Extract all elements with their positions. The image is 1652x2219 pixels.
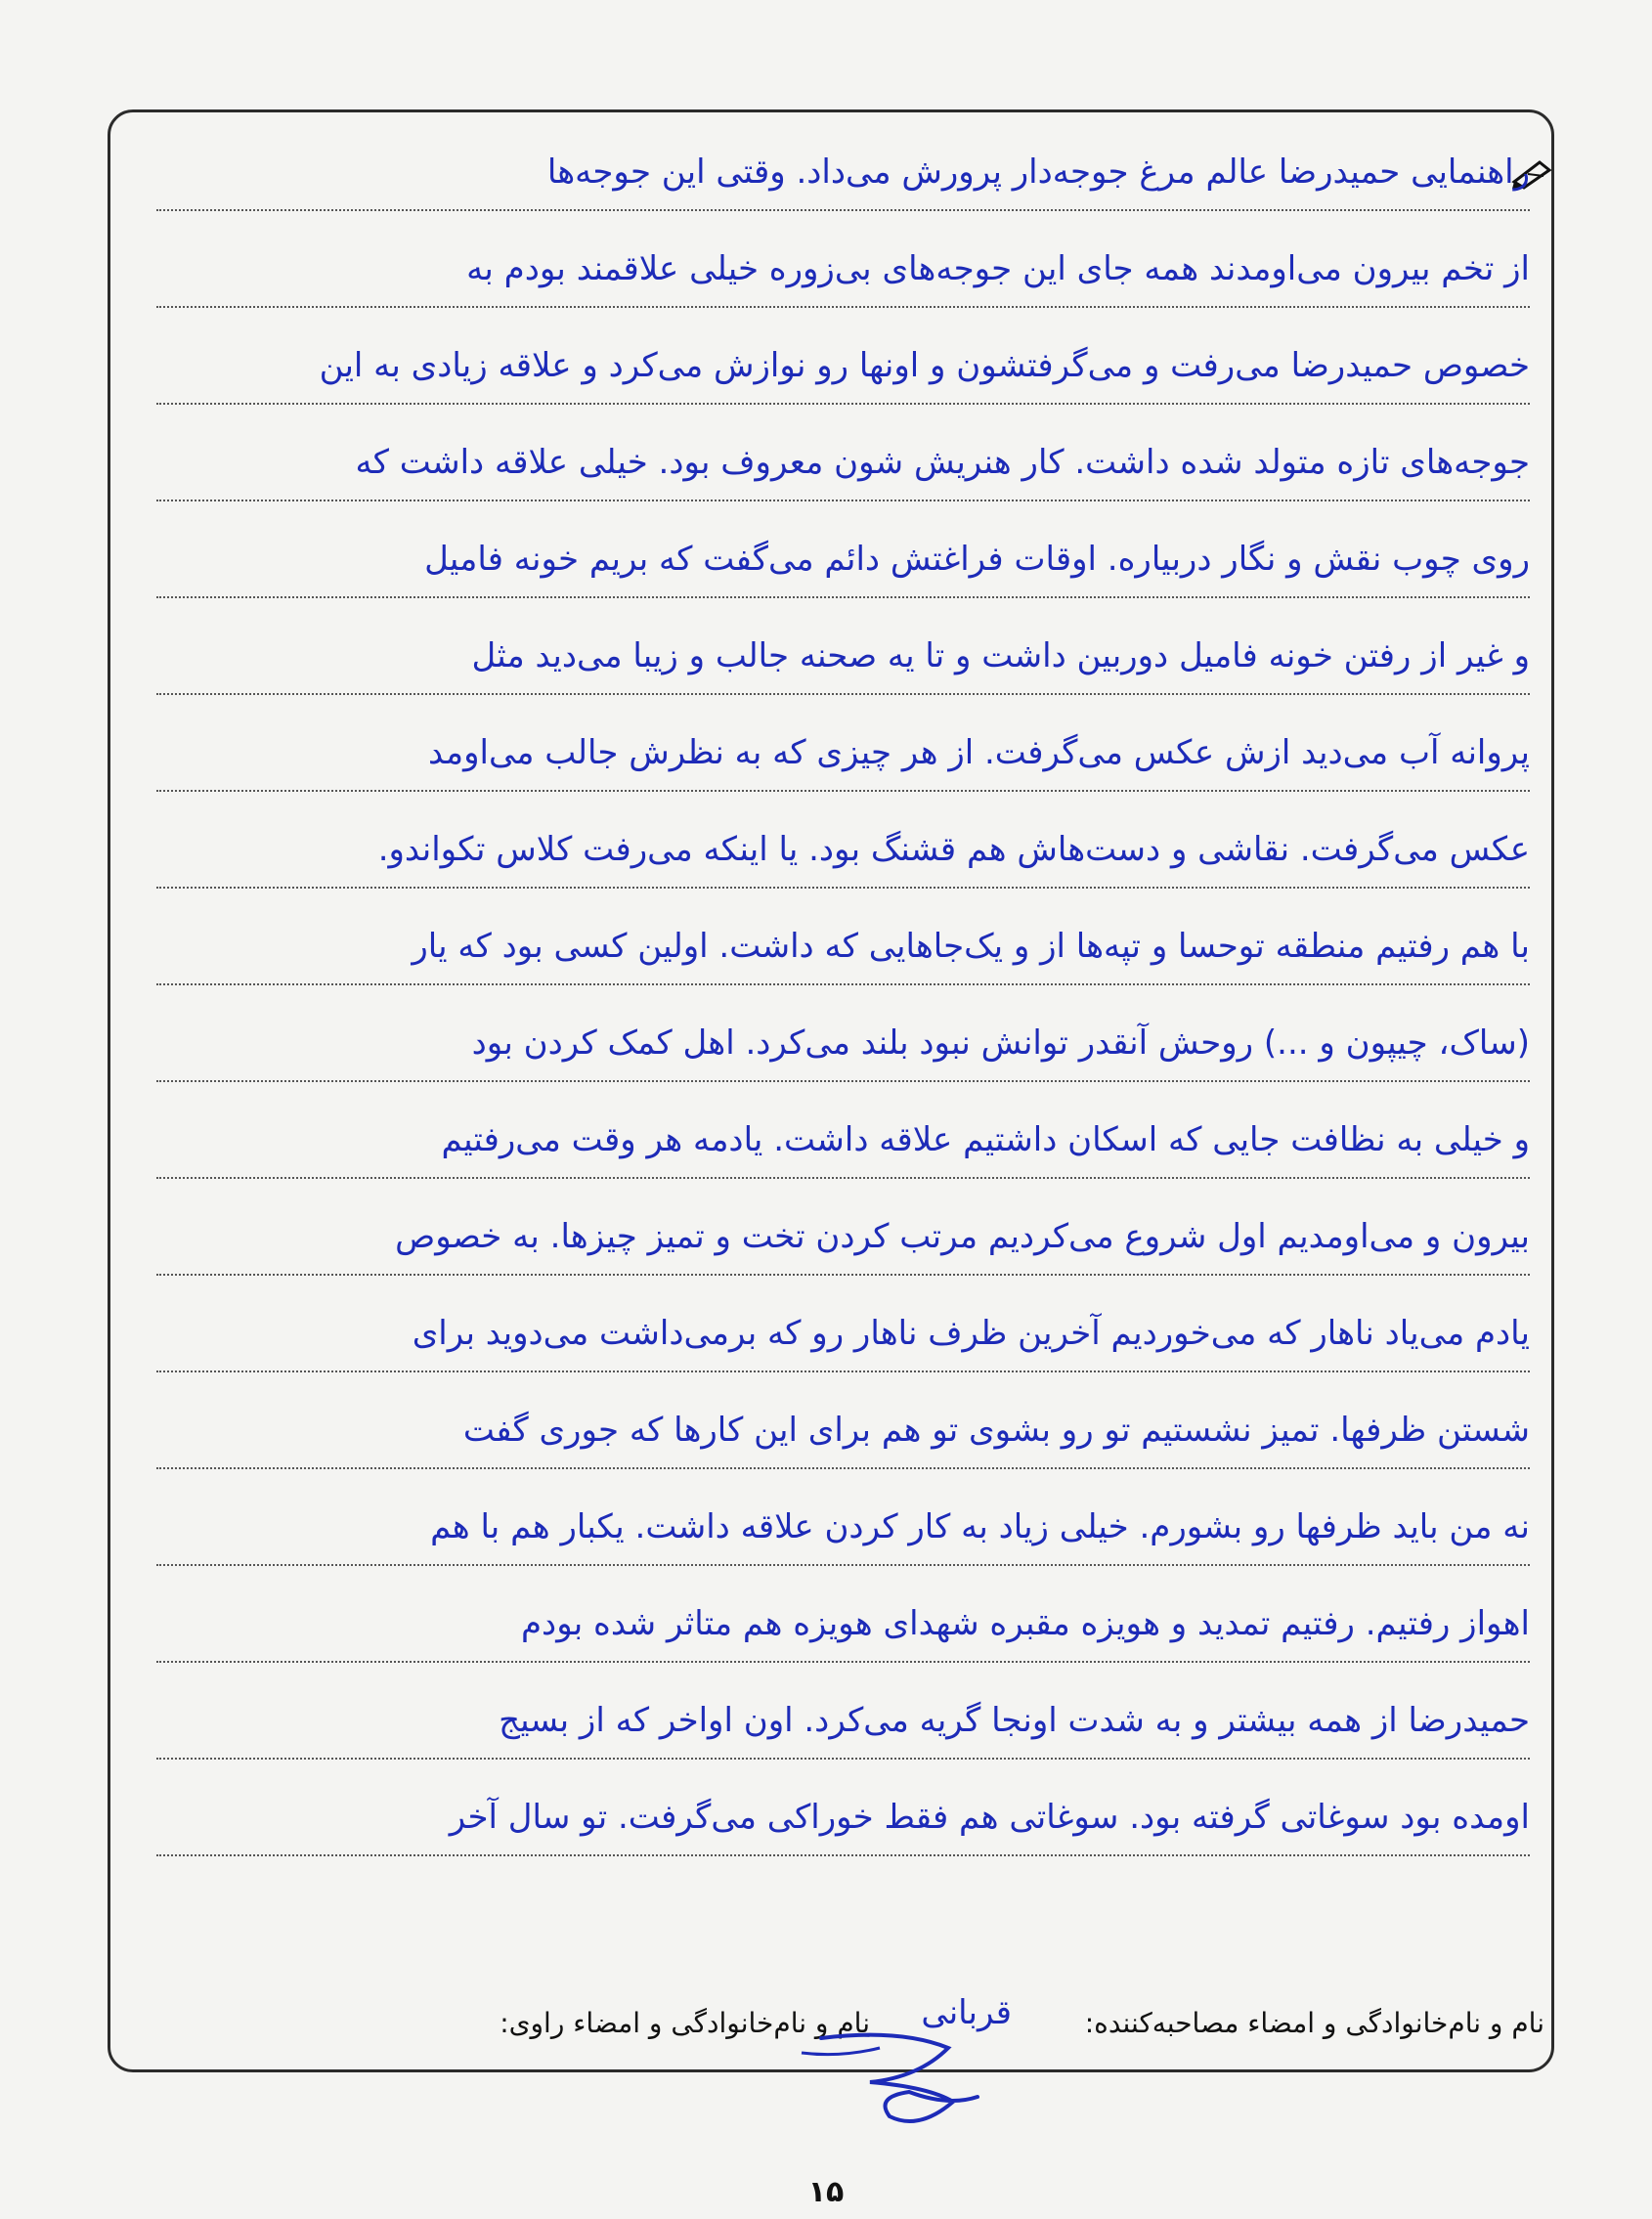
signature-scribble (782, 2009, 1036, 2136)
text-line: و غیر از رفتن خونه فامیل دوربین داشت و تا یه صحنه جالب و زیبا می‌دید مثل (156, 601, 1530, 695)
text-line: پروانه آب می‌دید ازش عکس می‌گرفت. از هر چیزی که به نظرش جالب می‌اومد (156, 698, 1530, 792)
text-line: عکس می‌گرفت. نقاشی و دست‌هاش هم قشنگ بود. یا اینکه می‌رفت کلاس تکواندو. (156, 795, 1530, 889)
text-line: خصوص حمیدرضا می‌رفت و می‌گرفتشون و اونها رو نوازش می‌کرد و علاقه زیادی به این (156, 311, 1530, 405)
text-line: جوجه‌های تازه متولد شده داشت. کار هنریش شون معروف بود. خیلی علاقه داشت که (156, 408, 1530, 501)
page-number: ۱۵ (807, 2175, 845, 2209)
text-line: راهنمایی حمیدرضا عالم مرغ جوجه‌دار پرورش می‌داد. وقتی این جوجه‌ها (156, 117, 1530, 211)
text-line: بیرون و می‌اومدیم اول شروع می‌کردیم مرتب کردن تخت و تمیز چیزها. به خصوص (156, 1182, 1530, 1276)
text-line: با هم رفتیم منطقه توحسا و تپه‌ها از و یک‌جاهایی که داشت. اولین کسی بود که یار (156, 892, 1530, 985)
text-line: اومده بود سوغاتی گرفته بود. سوغاتی هم فقط خوراکی می‌گرفت. تو سال آخر (156, 1762, 1530, 1856)
text-line: نه من باید ظرفها رو بشورم. خیلی زیاد به کار کردن علاقه داشت. یکبار هم با هم (156, 1472, 1530, 1566)
text-line: یادم می‌یاد ناهار که می‌خوردیم آخرین ظرف ناهار رو که برمی‌داشت می‌دوید برای (156, 1279, 1530, 1372)
text-line: از تخم بیرون می‌اومدند همه جای این جوجه‌های بی‌زوره خیلی علاقمند بودم به (156, 214, 1530, 308)
text-line: حمیدرضا از همه بیشتر و به شدت اونجا گریه می‌کرد. اون اواخر که از بسیج (156, 1666, 1530, 1760)
text-line: (ساک، چیپون و ...) روحش آنقدر توانش نبود بلند می‌کرد. اهل کمک کردن بود (156, 988, 1530, 1082)
text-line: شستن ظرفها. تمیز نشستیم تو رو بشوی تو هم برای این کارها که جوری گفت (156, 1375, 1530, 1469)
narrator-label: نام و نام‌خانوادگی و امضاء راوی: (500, 2007, 870, 2039)
interviewer-label: نام و نام‌خانوادگی و امضاء مصاحبه‌کننده: (1084, 2007, 1544, 2039)
text-line: اهواز رفتیم. رفتیم تمدید و هویزه مقبره شهدای هویزه هم متاثر شده بودم (156, 1569, 1530, 1663)
interviewer-name: قربانی (921, 1993, 1012, 2032)
text-line: روی چوب نقش و نگار دربیاره. اوقات فراغتش دائم می‌گفت که بریم خونه فامیل (156, 504, 1530, 598)
text-line: و خیلی به نظافت جایی که اسکان داشتیم علاقه داشت. یادمه هر وقت می‌رفتیم (156, 1085, 1530, 1179)
